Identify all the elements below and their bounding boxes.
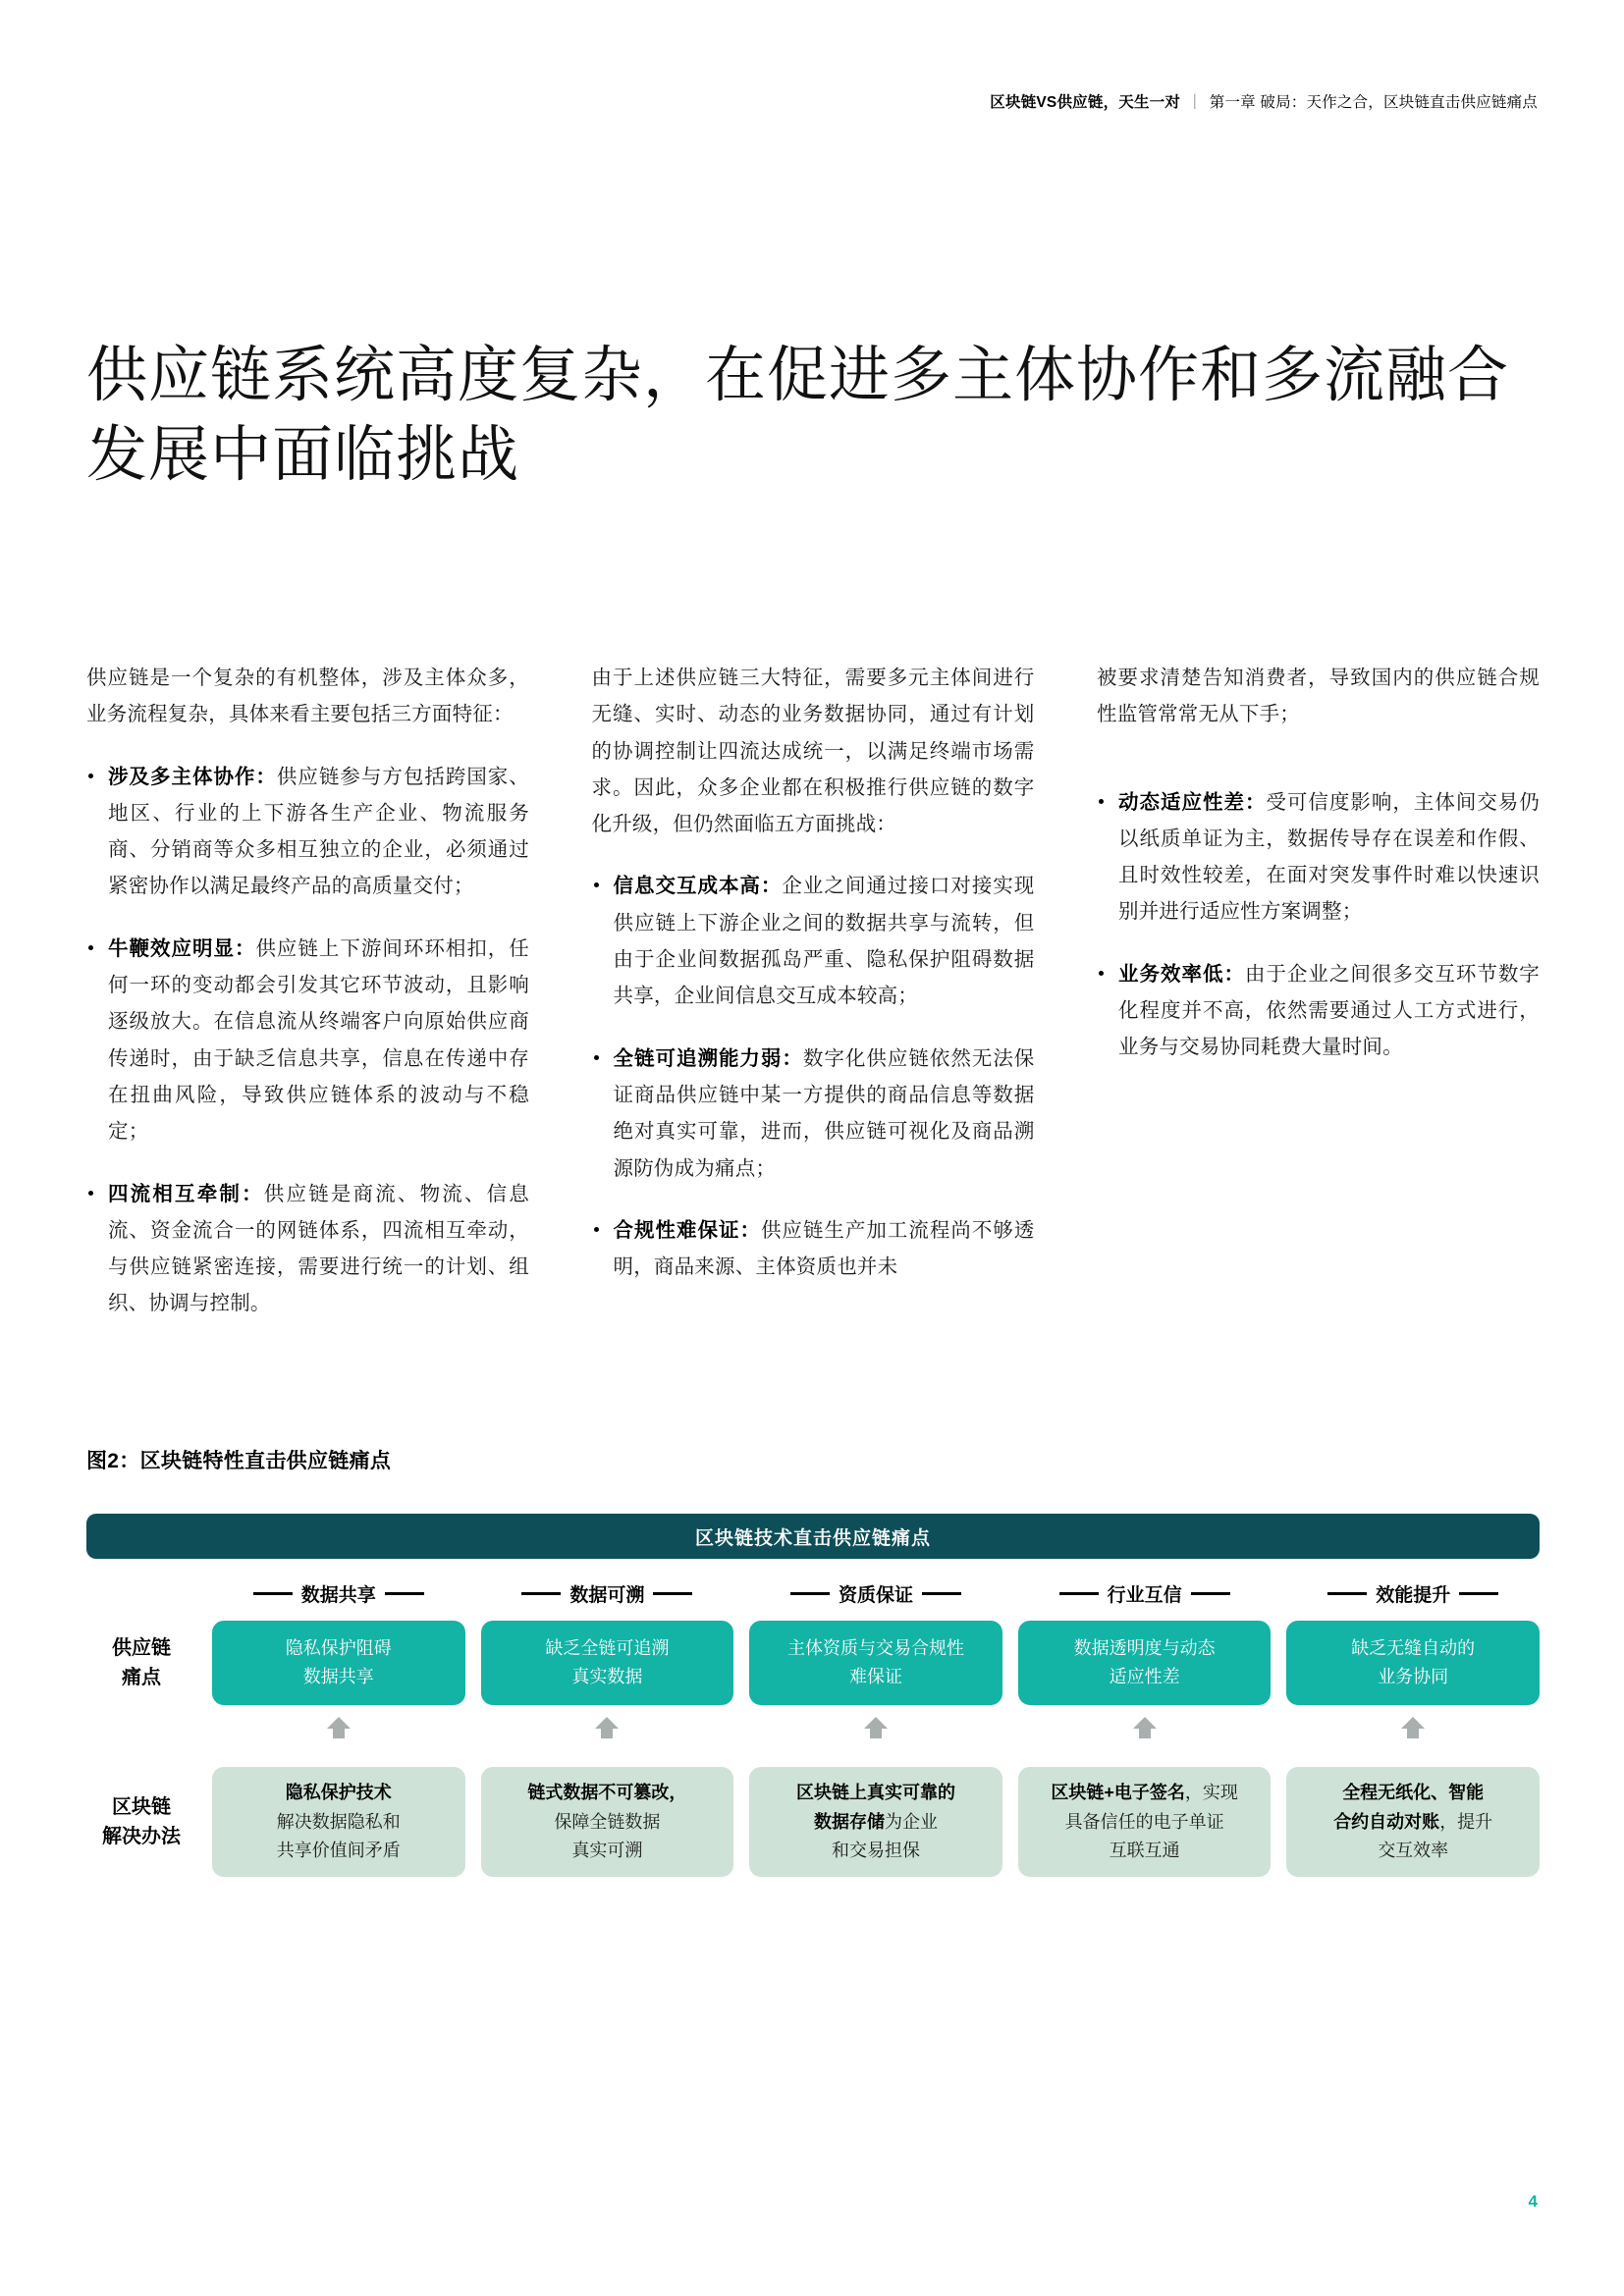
row-label-pain-line1: 供应链 <box>112 1637 171 1659</box>
pain-line-1: 主体资质与交易合规性 <box>786 1638 964 1659</box>
solution-line-3-normal: 真实可溯 <box>571 1841 643 1861</box>
solution-line-3-normal: 互联互通 <box>1109 1841 1180 1861</box>
list-item <box>86 931 529 1150</box>
list-item <box>1097 784 1540 931</box>
list-item <box>86 1176 529 1322</box>
solution-box-2 <box>749 1767 1002 1877</box>
pain-box-4 <box>1286 1621 1540 1705</box>
row-label-solution-line2: 解决办法 <box>102 1826 181 1847</box>
solution-line-1-bold: 隐私保护技术 <box>285 1782 392 1802</box>
list-item-term: 涉及多主体协作 <box>108 765 256 788</box>
pain-line-1: 隐私保护阻碍 <box>285 1638 392 1659</box>
column3-list <box>1097 784 1540 1066</box>
solution-box-3 <box>1018 1767 1272 1877</box>
list-item-text: 企业之间通过接口对接实现供应链上下游企业之间的数据共享与流转，但由于企业间数据孤岛严重、隐私保护阻碍数据共享，企业间信息交互成本较高； <box>613 875 1035 1008</box>
pain-box-0 <box>212 1621 465 1705</box>
list-item-term: 合规性难保证 <box>613 1218 740 1242</box>
solution-line-1 <box>796 1779 955 1807</box>
solution-line-2-bold: 合约自动对账 <box>1333 1811 1440 1832</box>
solution-line-1-bold: 区块链上真实可靠的 <box>795 1782 955 1802</box>
solution-line-2 <box>814 1808 938 1837</box>
page-title: 供应链系统高度复杂，在促进多主体协作和多流融合发展中面临挑战 <box>86 341 1510 490</box>
body-column-3 <box>1097 660 1540 1348</box>
list-item <box>592 1212 1035 1286</box>
body-columns <box>86 660 1540 1348</box>
pain-box-3 <box>1018 1621 1272 1705</box>
pain-box-2 <box>749 1621 1002 1705</box>
solution-box-0 <box>212 1767 465 1877</box>
category-label: 效能提升 <box>1376 1585 1451 1606</box>
rule-right-icon <box>653 1592 692 1595</box>
solution-line-2 <box>1333 1808 1492 1837</box>
category-header-4 <box>1286 1580 1540 1607</box>
list-item-term: 信息交互成本高 <box>613 875 761 898</box>
figure-arrow-row <box>86 1715 1540 1745</box>
solution-line-2 <box>1065 1808 1224 1837</box>
list-item-colon: ： <box>1223 962 1245 986</box>
column3-spacer <box>1097 759 1540 784</box>
solution-line-2-normal: 具备信任的电子单证 <box>1064 1811 1224 1832</box>
figure-caption: 图2：区块链特性直击供应链痛点 <box>86 1450 392 1472</box>
column1-list <box>86 759 529 1322</box>
arrow-up-icon <box>1400 1715 1426 1745</box>
category-header-2 <box>749 1580 1002 1607</box>
solution-line-2 <box>277 1808 401 1837</box>
list-item <box>86 759 529 905</box>
solution-line-1-bold: 全程无纸化、智能 <box>1342 1782 1485 1802</box>
rule-right-icon <box>1191 1592 1230 1595</box>
list-item-term: 动态适应性差 <box>1118 790 1245 814</box>
running-header-separator: ｜ <box>1187 94 1203 111</box>
rule-right-icon <box>1459 1592 1498 1595</box>
rule-left-icon <box>1059 1592 1099 1595</box>
figure-solution-row <box>86 1767 1540 1877</box>
list-item-term: 牛鞭效应明显 <box>108 936 235 960</box>
solution-line-1 <box>1051 1779 1238 1807</box>
solution-line-3 <box>1110 1837 1180 1865</box>
rule-left-icon <box>790 1592 830 1595</box>
rule-left-icon <box>521 1592 561 1595</box>
rule-right-icon <box>385 1592 424 1595</box>
list-item-text: 由于企业之间很多交互环节数字化程度并不高，依然需要通过人工方式进行，业务与交易协同耗费大量时间。 <box>1118 962 1541 1059</box>
solution-line-3 <box>571 1837 642 1865</box>
list-item-colon: ： <box>760 875 783 898</box>
row-label-pain <box>86 1633 196 1692</box>
arrow-cell-2 <box>749 1715 1002 1745</box>
pain-line-2: 适应性差 <box>1109 1667 1180 1686</box>
body-column-2 <box>592 660 1035 1348</box>
solution-line-3-normal: 交互效率 <box>1378 1841 1449 1861</box>
row-label-solution <box>86 1792 196 1851</box>
list-item-term: 全链可追溯能力弱 <box>613 1046 783 1070</box>
list-item-colon: ： <box>1244 790 1267 814</box>
category-label: 资质保证 <box>838 1585 913 1606</box>
solution-box-4 <box>1286 1767 1540 1877</box>
rule-left-icon <box>253 1592 293 1595</box>
list-item <box>592 1041 1035 1187</box>
list-item-colon: ： <box>242 1182 264 1205</box>
figure-banner: 区块链技术直击供应链痛点 <box>86 1514 1540 1559</box>
arrow-cell-3 <box>1018 1715 1272 1745</box>
solution-line-3 <box>1378 1837 1448 1865</box>
arrow-cell-0 <box>212 1715 465 1745</box>
list-item-colon: ： <box>234 936 256 960</box>
list-item-text: 供应链生产加工流程尚不够透明，商品来源、主体资质也并未 <box>613 1218 1035 1279</box>
list-item <box>1097 956 1540 1066</box>
category-header-0 <box>212 1580 465 1607</box>
category-header-3 <box>1018 1580 1272 1607</box>
solution-line-3 <box>277 1837 401 1865</box>
rule-right-icon <box>922 1592 961 1595</box>
page-number: 4 <box>1528 2192 1538 2211</box>
figure-category-row <box>86 1580 1540 1607</box>
pain-line-1: 缺乏无缝自动的 <box>1351 1638 1476 1659</box>
solution-line-2-normal: ，提升 <box>1439 1811 1493 1832</box>
list-item-colon: ： <box>255 765 277 788</box>
category-label: 行业互信 <box>1107 1585 1182 1606</box>
solution-line-3 <box>832 1837 920 1865</box>
list-item-colon: ： <box>739 1218 761 1242</box>
list-item-text: 受可信度影响，主体间交易仍以纸质单证为主，数据传导存在误差和作假、且时效性较差，在面对突发事件时难以快速识别并进行适应性方案调整； <box>1118 790 1541 924</box>
solution-line-1 <box>527 1779 686 1807</box>
solution-line-1-normal: ，实现 <box>1184 1782 1238 1802</box>
list-item <box>592 868 1035 1014</box>
pain-box-1 <box>481 1621 734 1705</box>
pain-line-1: 缺乏全链可追溯 <box>545 1638 670 1659</box>
pain-line-2: 业务协同 <box>1378 1667 1449 1686</box>
arrow-cell-4 <box>1286 1715 1540 1745</box>
list-item-text: 数字化供应链依然无法保证商品供应链中某一方提供的商品信息等数据绝对真实可靠，进而，供应链可视化及商品溯源防伪成为痛点； <box>613 1046 1035 1180</box>
arrow-up-icon <box>594 1715 620 1745</box>
solution-line-1 <box>1342 1779 1484 1807</box>
solution-line-3-normal: 和交易担保 <box>831 1841 920 1861</box>
solution-line-2 <box>554 1808 660 1837</box>
figure-blockchain-supply-chain <box>86 1514 1540 1877</box>
list-item-text: 供应链参与方包括跨国家、地区、行业的上下游各生产企业、物流服务商、分销商等众多相互独立的企业，必须通过紧密协作以满足最终产品的高质量交付； <box>108 765 529 898</box>
row-label-pain-line2: 痛点 <box>122 1667 161 1688</box>
solution-line-2-normal: 保障全链数据 <box>554 1811 661 1832</box>
solution-box-1 <box>481 1767 734 1877</box>
pain-line-2: 难保证 <box>848 1667 902 1686</box>
list-item-term: 业务效率低 <box>1118 962 1224 986</box>
solution-line-1 <box>286 1779 392 1807</box>
list-item-term: 四流相互牵制 <box>108 1182 243 1205</box>
category-label: 数据可溯 <box>569 1585 645 1606</box>
list-item-text: 供应链上下游间环环相扣，任何一环的变动都会引发其它环节波动，且影响逐级放大。在信息流从终端客户向原始供应商传递时，由于缺乏信息共享，信息在传递中存在扭曲风险，导致供应链体系的波动与不稳定； <box>108 936 530 1144</box>
solution-line-1-bold: 链式数据不可篡改， <box>527 1782 687 1802</box>
solution-line-3-normal: 共享价值间矛盾 <box>276 1841 401 1861</box>
column2-list <box>592 868 1035 1285</box>
pain-line-2: 真实数据 <box>571 1667 643 1686</box>
list-item-colon: ： <box>782 1046 803 1070</box>
arrow-cell-1 <box>481 1715 734 1745</box>
arrow-up-icon <box>326 1715 352 1745</box>
rule-left-icon <box>1327 1592 1367 1595</box>
pain-line-2: 数据共享 <box>302 1667 374 1686</box>
arrow-up-icon <box>1132 1715 1158 1745</box>
category-header-1 <box>481 1580 734 1607</box>
row-label-solution-line1: 区块链 <box>112 1796 171 1818</box>
category-label: 数据共享 <box>300 1585 376 1606</box>
arrow-up-icon <box>863 1715 889 1745</box>
solution-line-2-normal: 解决数据隐私和 <box>276 1811 401 1832</box>
running-header-brand: 区块链VS供应链，天生一对 <box>990 94 1181 111</box>
column2-intro: 由于上述供应链三大特征，需要多元主体间进行无缝、实时、动态的业务数据协同，通过有计划的协调控制让四流达成统一，以满足终端市场需求。因此，众多企业都在积极推行供应链的数字化升级，但仍然面临五方面挑战： <box>591 667 1035 836</box>
body-column-1 <box>86 660 529 1348</box>
running-header-chapter: 第一章 破局：天作之合，区块链直击供应链痛点 <box>1209 94 1538 111</box>
solution-line-2-bold: 数据存储 <box>813 1811 885 1832</box>
figure-pain-row <box>86 1621 1540 1705</box>
pain-line-1: 数据透明度与动态 <box>1073 1638 1216 1659</box>
solution-line-2-normal: 为企业 <box>884 1811 938 1832</box>
running-header <box>990 90 1538 112</box>
column1-intro: 供应链是一个复杂的有机整体，涉及主体众多，业务流程复杂，具体来看主要包括三方面特征： <box>86 667 529 726</box>
column3-intro: 被要求清楚告知消费者，导致国内的供应链合规性监管常常无从下手； <box>1097 667 1540 726</box>
solution-line-1-bold: 区块链+电子签名 <box>1051 1782 1185 1802</box>
list-item-text: 供应链是商流、物流、信息流、资金流合一的网链体系，四流相互牵动，与供应链紧密连接，需要进行统一的计划、组织、协调与控制。 <box>108 1182 530 1315</box>
